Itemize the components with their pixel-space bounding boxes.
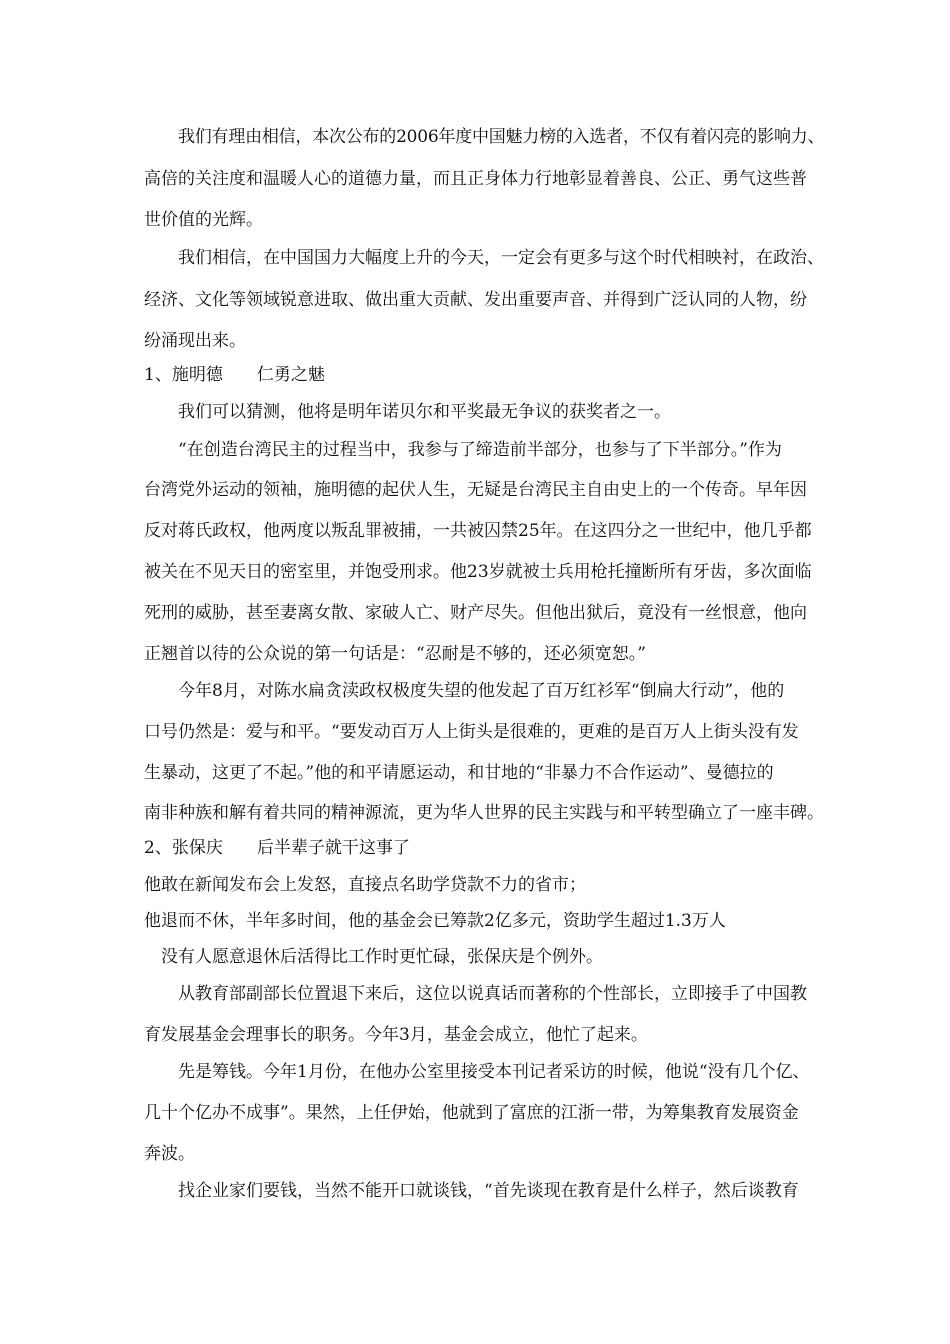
paragraph-line: 几十个亿办不成事”。果然，上任伊始，他就到了富庶的江浙一带，为筹集教育发展资金	[144, 1103, 799, 1123]
paragraph-line: 没有人愿意退休后活得比工作时更忙碌，张保庆是个例外。	[161, 947, 603, 967]
paragraph-line: 今年8月，对陈水扁贪渎政权极度失望的他发起了百万红衫军“倒扁大行动”，他的	[178, 681, 785, 701]
section-heading: 1、施明德 仁勇之魅	[144, 365, 325, 385]
paragraph-line: 纷涌现出来。	[144, 331, 246, 351]
paragraph-line: 生暴动，这更了不起。”他的和平请愿运动，和甘地的“非暴力不合作运动”、曼德拉的	[144, 763, 774, 783]
paragraph-line: 高倍的关注度和温暖人心的道德力量，而且正身体力行地彰显着善良、公正、勇气这些普	[144, 169, 807, 189]
paragraph-line: 从教育部副部长位置退下来后，这位以说真话而著称的个性部长，立即接手了中国教	[178, 984, 807, 1004]
paragraph-line: 口号仍然是：爱与和平。“要发动百万人上街头是很难的，更难的是百万人上街头没有发	[144, 722, 799, 742]
paragraph-line: 先是筹钱。今年1月份，在他办公室里接受本刊记者采访的时候，他说“没有几个亿、	[178, 1062, 810, 1082]
paragraph-line: 我们可以猜测，他将是明年诺贝尔和平奖最无争议的获奖者之一。	[178, 402, 671, 422]
paragraph-line: 台湾党外运动的领袖，施明德的起伏人生，无疑是台湾民主自由史上的一个传奇。早年因	[144, 480, 807, 500]
paragraph-line: 经济、文化等领域锐意进取、做出重大贡献、发出重要声音、并得到广泛认同的人物，纷	[144, 290, 807, 310]
paragraph-line: 找企业家们要钱，当然不能开口就谈钱，“首先谈现在教育是什么样子，然后谈教育	[178, 1181, 799, 1201]
paragraph-line: 奔波。	[144, 1144, 195, 1164]
paragraph-line: 他退而不休，半年多时间，他的基金会已筹款2亿多元，资助学生超过1.3万人	[144, 911, 726, 931]
paragraph-line: 我们有理由相信，本次公布的2006年度中国魅力榜的入选者，不仅有着闪亮的影响力、	[178, 127, 825, 147]
paragraph-line: 反对蒋氏政权，他两度以叛乱罪被捕，一共被囚禁25年。在这四分之一世纪中，他几乎都	[144, 521, 812, 541]
paragraph-line: 我们相信，在中国国力大幅度上升的今天，一定会有更多与这个时代相映衬，在政治、	[178, 248, 824, 268]
paragraph-line: 被关在不见天日的密室里，并饱受刑求。他23岁就被士兵用枪托撞断所有牙齿，多次面临	[144, 562, 812, 582]
section-heading: 2、张保庆 后半辈子就干这事了	[144, 838, 410, 858]
paragraph-line: 南非种族和解有着共同的精神源流，更为华人世界的民主实践与和平转型确立了一座丰碑。	[144, 803, 824, 823]
paragraph-line: “在创造台湾民主的过程当中，我参与了缔造前半部分，也参与了下半部分。”作为	[178, 440, 782, 460]
paragraph-line: 正翘首以待的公众说的第一句话是：“忍耐是不够的，还必须宽恕。”	[144, 644, 646, 664]
paragraph-line: 世价值的光辉。	[144, 210, 263, 230]
paragraph-line: 他敢在新闻发布会上发怒，直接点名助学贷款不力的省市；	[144, 875, 586, 895]
paragraph-line: 死刑的威胁，甚至妻离女散、家破人亡、财产尽失。但他出狱后，竟没有一丝恨意，他向	[144, 603, 807, 623]
paragraph-line: 育发展基金会理事长的职务。今年3月，基金会成立，他忙了起来。	[144, 1025, 648, 1045]
